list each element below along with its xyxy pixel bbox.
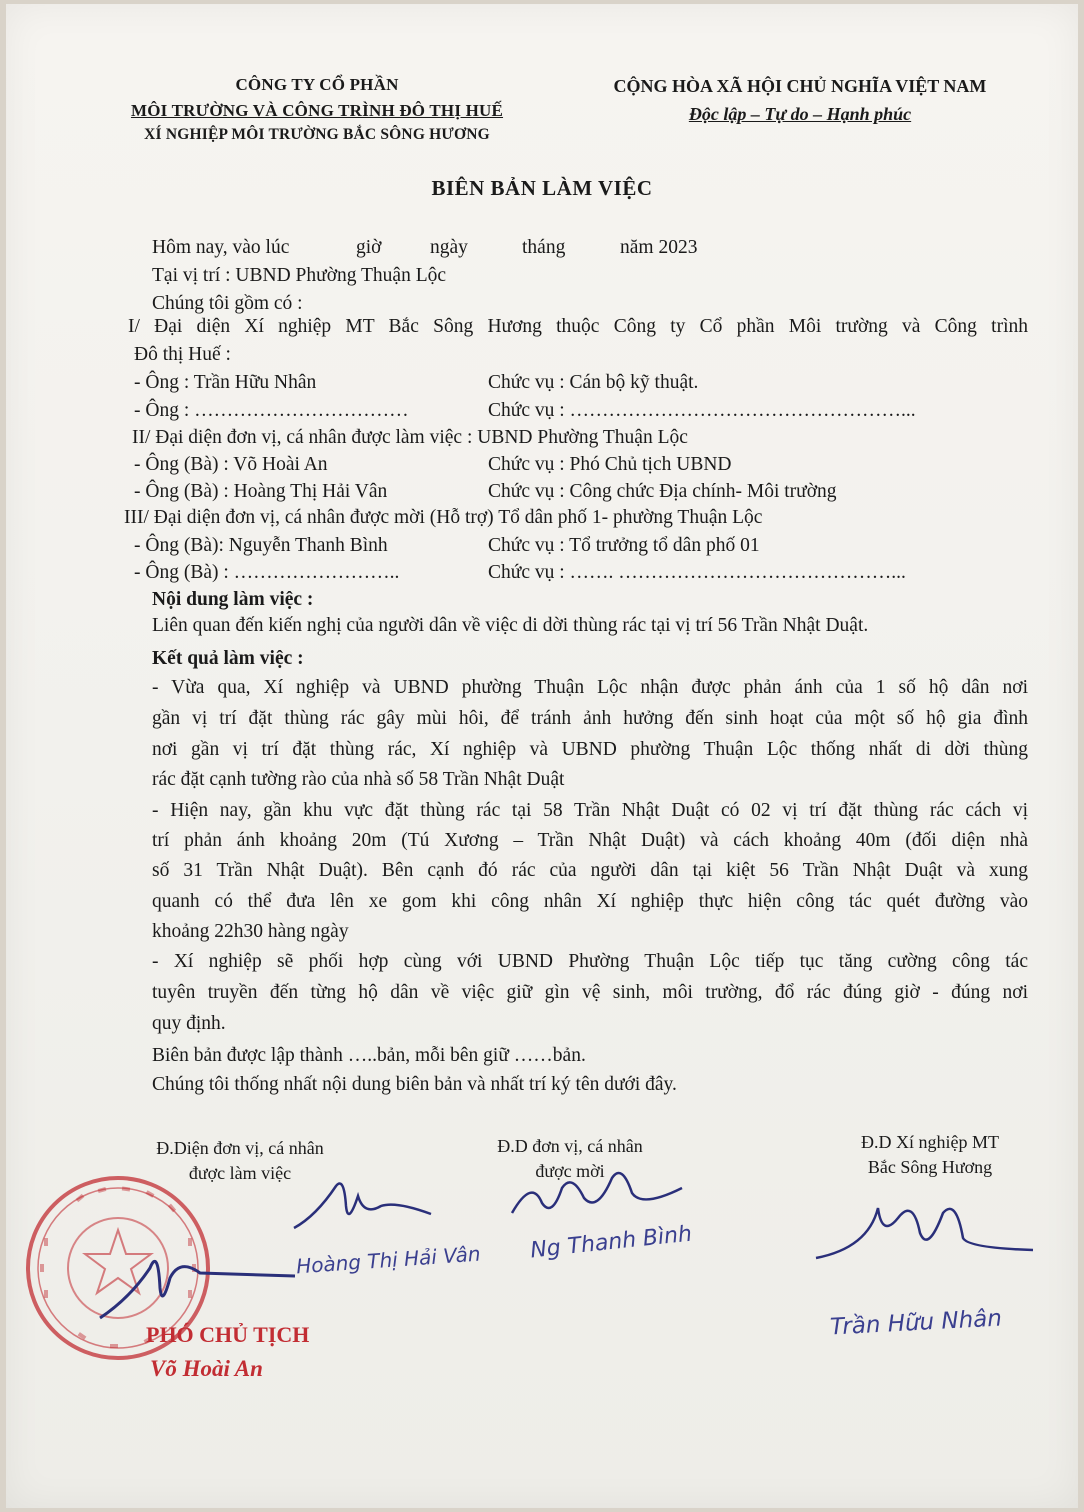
sig-right-heading: Đ.D Xí nghiệp MT Bắc Sông Hương [861,1132,999,1177]
signature-nguyen-thanh-binh [502,1158,692,1228]
agree-line: Chúng tôi thống nhất nội dung biên bản và nhất trí ký tên dưới đây. [152,1074,677,1095]
company-line-3: XÍ NGHIỆP MÔI TRƯỜNG BẮC SÔNG HƯƠNG [144,126,490,143]
result-p2-line: quanh có thể đưa lên xe gom khi công nhân Xí nghiệp thực hiện công tác quét đường vào [152,891,1028,912]
signature-vo-hoai-an [90,1228,300,1328]
result-heading: Kết quả làm việc : [152,648,304,669]
result-p2-line: khoảng 22h30 hàng ngày [152,921,349,942]
stamp-signer-name: Võ Hoài An [150,1356,263,1381]
section2-row2-role: Chức vụ : Công chức Địa chính- Môi trường [488,481,837,502]
date-year: năm 2023 [620,237,698,258]
result-p1-line: rác đặt cạnh tường rào của nhà số 58 Trần Nhật Duật [152,769,565,790]
company-line-2: MÔI TRƯỜNG VÀ CÔNG TRÌNH ĐÔ THỊ HUẾ [130,101,504,120]
national-header [560,72,1040,128]
sig-mid-heading: Đ.D đơn vị, cá nhân được mời [497,1136,643,1181]
result-p2-line: - Hiện nay, gần khu vực đặt thùng rác tại 58 Trần Nhật Duật có 02 vị trí đặt thùng rác cách vị [152,800,1028,821]
result-p3-line: quy định. [152,1013,226,1034]
handwritten-name-binh: Ng Thanh Bình [529,1221,694,1264]
location-line: Tại vị trí : UBND Phường Thuận Lộc [152,265,447,286]
section1-row2-name: - Ông : …………………………… [134,400,409,421]
company-header [92,72,542,146]
date-day: ngày [430,237,468,258]
result-p2-line: trí phản ánh khoảng 20m (Tú Xương – Trần Nhật Duật) và cách khoảng 40m (đối diện nhà [152,830,1028,851]
handwritten-name-van: Hoàng Thị Hải Vân [295,1241,482,1279]
date-month: tháng [522,237,566,258]
section1-row1-name: - Ông : Trần Hữu Nhân [134,372,317,393]
sig-left-heading: Đ.Diện đơn vị, cá nhân được làm việc [156,1138,324,1183]
document-title: BIÊN BẢN LÀM VIỆC [431,176,653,200]
section2-row2-name: - Ông (Bà) : Hoàng Thị Hải Vân [134,481,388,502]
signature-tran-huu-nhan [808,1188,1038,1278]
content-heading: Nội dung làm việc : [152,589,314,610]
section3-row2-name: - Ông (Bà) : …………………….. [134,562,400,583]
section3-row1-name: - Ông (Bà): Nguyễn Thanh Bình [134,535,388,556]
section2-row1-name: - Ông (Bà) : Võ Hoài An [134,454,328,475]
result-p3-line: - Xí nghiệp sẽ phối hợp cùng với UBND Phường Thuận Lộc tiếp tục tăng cường công tác [152,951,1028,972]
section1-row1-role: Chức vụ : Cán bộ kỹ thuật. [488,372,699,393]
content-text: Liên quan đến kiến nghị của người dân về việc di dời thùng rác tại vị trí 56 Trần Nhật Duật. [152,615,869,636]
national-motto: Độc lập – Tự do – Hạnh phúc [688,104,912,124]
result-p2-line: số 31 Trần Nhật Duật). Bên cạnh đó rác của người dân tại kiệt 56 Trần Nhật Duật và xung [152,860,1028,881]
national-title: CỘNG HÒA XÃ HỘI CHỦ NGHĨA VIỆT NAM [613,76,987,96]
result-p3-line: tuyên truyền đến từng hộ dân về việc giữ gìn vệ sinh, môi trường, đổ rác đúng giờ - đúng nơi [152,982,1028,1003]
section1-title: I/ Đại diện Xí nghiệp MT Bắc Sông Hương thuộc Công ty Cổ phần Môi trường và Công trình [128,316,1028,337]
section2-title: II/ Đại diện đơn vị, cá nhân được làm việc : UBND Phường Thuận Lộc [132,427,688,448]
section2-row1-role: Chức vụ : Phó Chủ tịch UBND [488,454,732,475]
members-line: Chúng tôi gồm có : [152,293,303,314]
signature-hoang-thi-hai-van [286,1176,436,1246]
section3-row2-role: Chức vụ : ……. ……………………………………... [488,562,906,583]
section3-row1-role: Chức vụ : Tổ trưởng tổ dân phố 01 [488,535,760,556]
handwritten-name-nhan: Trần Hữu Nhân [829,1305,1003,1341]
result-p1-line: - Vừa qua, Xí nghiệp và UBND phường Thuận Lộc nhận được phản ánh của 1 số hộ dân nơi [152,677,1028,698]
result-p1-line: gần vị trí đặt thùng rác gây mùi hôi, để tránh ảnh hưởng đến sinh hoạt của một số hộ gia đình [152,708,1028,729]
section1-title-cont: Đô thị Huế : [134,344,231,365]
stamp-position-title: PHÓ CHỦ TỊCH [146,1322,310,1347]
copies-line: Biên bản được lập thành …..bản, mỗi bên giữ ……bản. [152,1045,586,1066]
section3-title: III/ Đại diện đơn vị, cá nhân được mời (Hỗ trợ) Tổ dân phố 1- phường Thuận Lộc [124,507,763,528]
result-p1-line: nơi gần vị trí đặt thùng rác, Xí nghiệp và UBND phường Thuận Lộc thống nhất di dời thùng [152,739,1028,760]
date-hour: giờ [356,237,382,258]
date-label: Hôm nay, vào lúc [152,237,290,258]
section1-row2-role: Chức vụ : ……………………………………………... [488,400,916,421]
company-line-1: CÔNG TY CỔ PHẦN [235,75,399,94]
